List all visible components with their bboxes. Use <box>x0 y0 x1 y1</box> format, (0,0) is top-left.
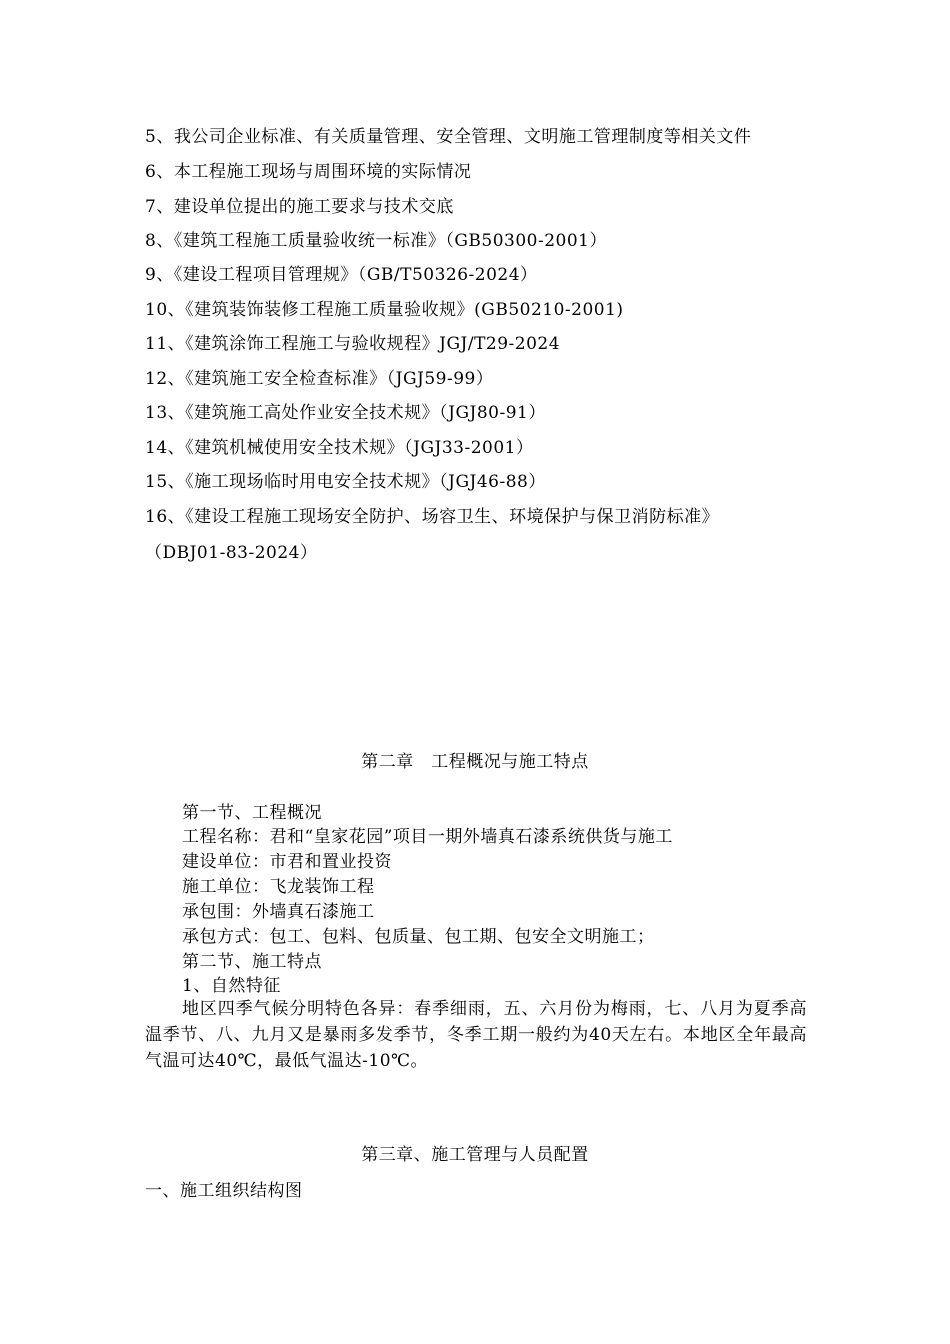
contract-scope: 承包围：外墙真石漆施工 <box>182 902 375 922</box>
basis-item-12: 12、《建筑施工安全检查标准》（JGJ59-99） <box>145 369 494 389</box>
section-2-heading: 第二节、施工特点 <box>182 952 322 972</box>
basis-item-8: 8、《建筑工程施工质量验收统一标准》（GB50300-2001） <box>145 231 607 251</box>
basis-item-5: 5、我公司企业标准、有关质量管理、安全管理、文明施工管理制度等相关文件 <box>145 127 752 147</box>
basis-item-11: 11、《建筑涂饰工程施工与验收规程》JGJ/T29-2024 <box>145 334 561 354</box>
climate-paragraph: 地区四季气候分明特色各异：春季细雨，五、六月份为梅雨，七、八月为夏季高温季节、八、九月又是暴雨多发季节，冬季工期一般约为40天左右。本地区全年最高气温可达40℃，最低气温达-10℃。 <box>145 999 807 1071</box>
client-unit: 建设单位：市君和置业投资 <box>182 852 392 872</box>
basis-item-14: 14、《建筑机械使用安全技术规》（JGJ33-2001） <box>145 438 534 458</box>
org-chart-heading: 一、施工组织结构图 <box>145 1181 303 1201</box>
basis-item-10: 10、《建筑装饰装修工程施工质量验收规》(GB50210-2001) <box>145 300 624 320</box>
chapter-2-title: 第二章 工程概况与施工特点 <box>361 752 589 772</box>
basis-item-7: 7、建设单位提出的施工要求与技术交底 <box>145 197 454 217</box>
natural-features-heading: 1、自然特征 <box>182 976 281 996</box>
chapter-3-title: 第三章、施工管理与人员配置 <box>361 1145 589 1165</box>
contractor-unit: 施工单位：飞龙装饰工程 <box>182 877 375 897</box>
basis-item-9: 9、《建设工程项目管理规》（GB/T50326-2024） <box>145 265 538 285</box>
basis-item-16-code: （DBJ01-83-2024） <box>145 543 318 563</box>
basis-item-16: 16、《建设工程施工现场安全防护、场容卫生、环境保护与保卫消防标准》 <box>145 507 720 527</box>
project-name: 工程名称：君和“皇家花园”项目一期外墙真石漆系统供货与施工 <box>182 827 673 847</box>
basis-item-13: 13、《建筑施工高处作业安全技术规》（JGJ80-91） <box>145 403 546 423</box>
basis-item-6: 6、本工程施工现场与周围环境的实际情况 <box>145 162 472 182</box>
section-1-heading: 第一节、工程概况 <box>182 803 322 823</box>
contract-method: 承包方式：包工、包料、包质量、包工期、包安全文明施工； <box>182 927 655 947</box>
basis-item-15: 15、《施工现场临时用电安全技术规》（JGJ46-88） <box>145 472 546 492</box>
